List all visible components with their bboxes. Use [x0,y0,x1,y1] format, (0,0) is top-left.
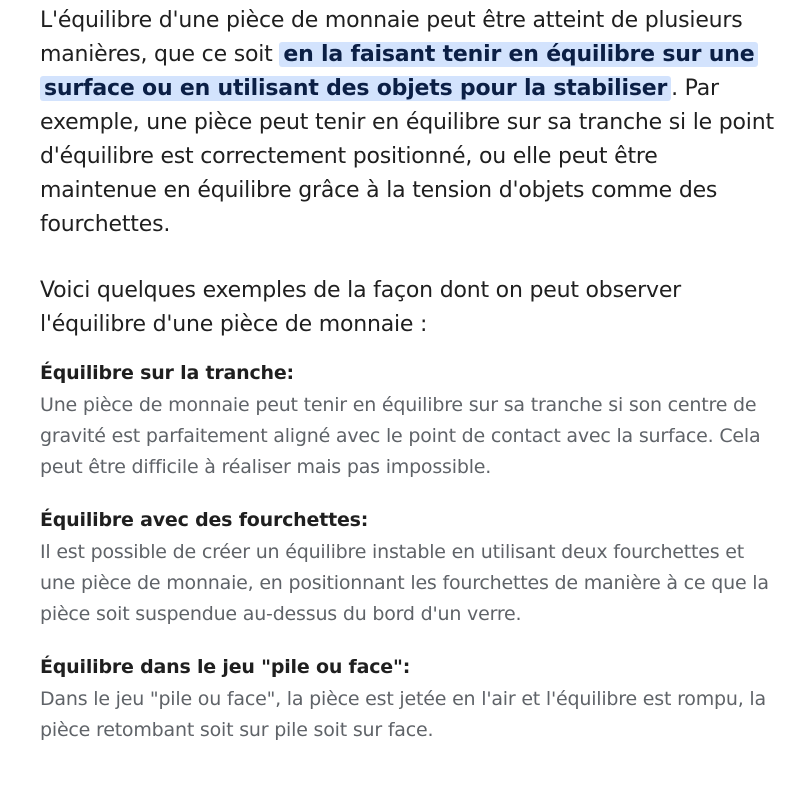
section-body: Il est possible de créer un équilibre instable en utilisant deux fourchettes et une pièce de monnaie, en positionnant les fourchettes de manière à ce que la pièce soit suspendue au-dessus du bord d'un verre. [40,541,769,625]
section-equilibre-fourchettes [40,505,780,630]
section-equilibre-pile-ou-face [40,652,780,746]
section-body: Une pièce de monnaie peut tenir en équilibre sur sa tranche si son centre de gravité est parfaitement aligné avec le point de contact avec la surface. Cela peut être difficile à réaliser mais pas impossible. [40,394,761,478]
section-title: Équilibre avec des fourchettes: [40,509,369,531]
intro-paragraph [40,4,780,242]
section-body: Dans le jeu "pile ou face", la pièce est jetée en l'air et l'équilibre est rompu, la pièce retombant soit sur pile soit sur face. [40,688,766,741]
section-title: Équilibre dans le jeu "pile ou face": [40,656,411,678]
intro-text-after: . Par exemple, une pièce peut tenir en équilibre sur sa tranche si le point d'équilibre est correctement positionné, ou elle peut être maintenue en équilibre grâce à la tension d'objets comme des fourchettes. [40,76,774,237]
response-content [40,4,780,746]
highlighted-source-text[interactable]: en la faisant tenir en équilibre sur une surface ou en utilisant des objets pour la stabiliser [40,42,758,101]
section-equilibre-tranche [40,358,780,483]
examples-lead-paragraph: Voici quelques exemples de la façon dont on peut observer l'équilibre d'une pièce de monnaie : [40,278,682,337]
intro-text-before: L'équilibre d'une pièce de monnaie peut être atteint de plusieurs manières, que ce soit [40,8,743,67]
section-title: Équilibre sur la tranche: [40,362,294,384]
